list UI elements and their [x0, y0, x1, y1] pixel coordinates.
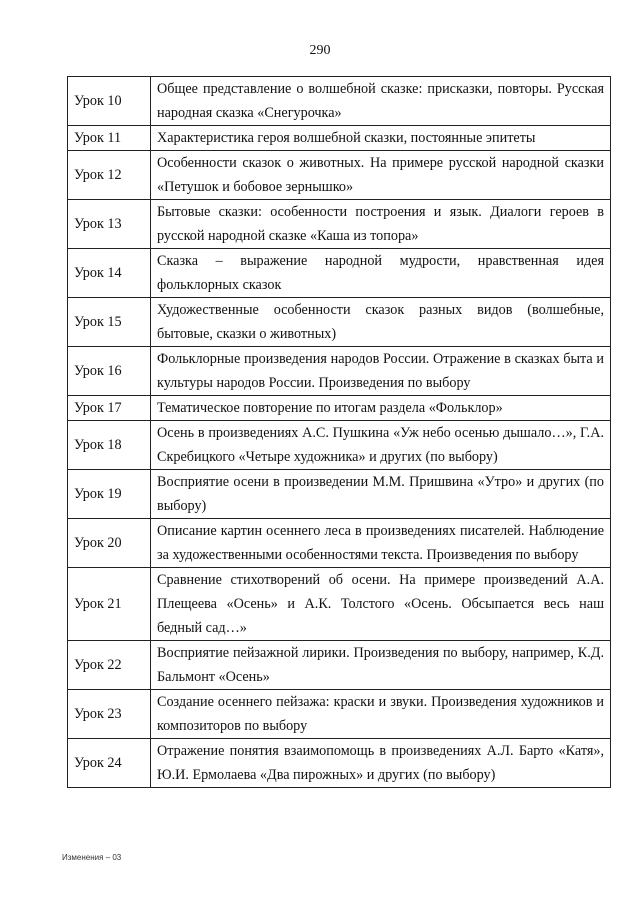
- lesson-number-cell: Урок 15: [68, 298, 151, 347]
- table-row: [68, 396, 611, 421]
- page-number: 290: [309, 43, 331, 58]
- table-row: [68, 298, 611, 347]
- lesson-number-cell: Урок 24: [68, 739, 151, 788]
- table-row: [68, 739, 611, 788]
- lesson-number-cell: Урок 12: [68, 151, 151, 200]
- lesson-topic-cell: Создание осеннего пейзажа: краски и звуки. Произведения художников и композиторов по выбору: [151, 690, 611, 739]
- lesson-topic-cell: Характеристика героя волшебной сказки, постоянные эпитеты: [151, 126, 611, 151]
- lesson-topic-cell: Тематическое повторение по итогам раздела «Фольклор»: [151, 396, 611, 421]
- lesson-number-cell: Урок 13: [68, 200, 151, 249]
- lesson-topic-cell: Фольклорные произведения народов России. Отражение в сказках быта и культуры народов России. Произведения по выбору: [151, 347, 611, 396]
- lesson-topic-cell: Сказка – выражение народной мудрости, нравственная идея фольклорных сказок: [151, 249, 611, 298]
- lesson-number-cell: Урок 18: [68, 421, 151, 470]
- table-row: [68, 200, 611, 249]
- lesson-number-cell: Урок 20: [68, 519, 151, 568]
- lesson-topic-cell: Отражение понятия взаимопомощь в произведениях А.Л. Барто «Катя», Ю.И. Ермолаева «Два пирожных» и других (по выбору): [151, 739, 611, 788]
- lesson-number-cell: Урок 16: [68, 347, 151, 396]
- lesson-topic-cell: Описание картин осеннего леса в произведениях писателей. Наблюдение за художественными особенностями текста. Произведения по выбору: [151, 519, 611, 568]
- table-row: [68, 690, 611, 739]
- table-row: [68, 470, 611, 519]
- table-row: [68, 421, 611, 470]
- table-row: [68, 347, 611, 396]
- table-row: [68, 641, 611, 690]
- lesson-number-cell: Урок 17: [68, 396, 151, 421]
- lesson-topic-cell: Общее представление о волшебной сказке: присказки, повторы. Русская народная сказка «Снегурочка»: [151, 77, 611, 126]
- footer-revision-note: Изменения – 03: [62, 853, 122, 862]
- lesson-topic-cell: Восприятие осени в произведении М.М. Пришвина «Утро» и других (по выбору): [151, 470, 611, 519]
- table-row: [68, 568, 611, 641]
- lesson-topic-cell: Художественные особенности сказок разных видов (волшебные, бытовые, сказки о животных): [151, 298, 611, 347]
- table-row: [68, 519, 611, 568]
- lesson-number-cell: Урок 11: [68, 126, 151, 151]
- table-row: [68, 249, 611, 298]
- lesson-topic-cell: Восприятие пейзажной лирики. Произведения по выбору, например, К.Д. Бальмонт «Осень»: [151, 641, 611, 690]
- lesson-topic-cell: Сравнение стихотворений об осени. На примере произведений А.А. Плещеева «Осень» и А.К. Толстого «Осень. Обсыпается весь наш бедный сад…»: [151, 568, 611, 641]
- table-row: [68, 77, 611, 126]
- lesson-number-cell: Урок 19: [68, 470, 151, 519]
- table-row: [68, 151, 611, 200]
- lesson-number-cell: Урок 21: [68, 568, 151, 641]
- lesson-number-cell: Урок 23: [68, 690, 151, 739]
- lessons-table: [67, 76, 611, 788]
- lesson-number-cell: Урок 14: [68, 249, 151, 298]
- lesson-topic-cell: Бытовые сказки: особенности построения и язык. Диалоги героев в русской народной сказке «Каша из топора»: [151, 200, 611, 249]
- lesson-topic-cell: Осень в произведениях А.С. Пушкина «Уж небо осенью дышало…», Г.А. Скребицкого «Четыре художника» и других (по выбору): [151, 421, 611, 470]
- lesson-number-cell: Урок 10: [68, 77, 151, 126]
- table-row: [68, 126, 611, 151]
- lesson-number-cell: Урок 22: [68, 641, 151, 690]
- lesson-topic-cell: Особенности сказок о животных. На примере русской народной сказки «Петушок и бобовое зернышко»: [151, 151, 611, 200]
